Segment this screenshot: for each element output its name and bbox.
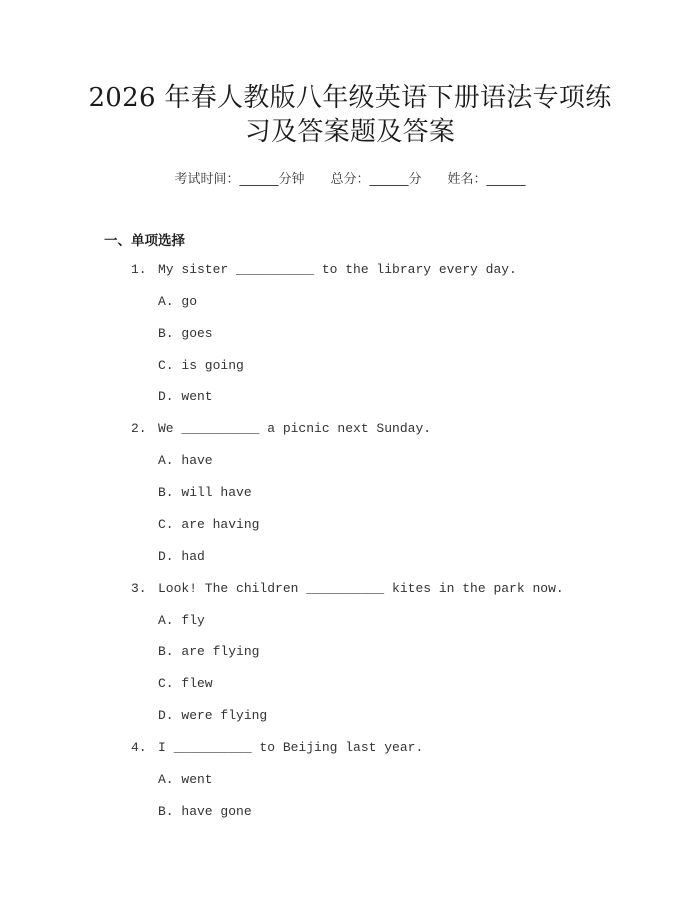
option-a: A. went [158,772,213,787]
question-number: 3. [131,581,147,596]
option-d: D. had [158,549,205,564]
exam-time-field: 考试时间：______分钟 [174,172,305,187]
option-c: C. is going [158,358,244,373]
question-number: 1. [131,262,147,277]
question-stem: I __________ to Beijing last year. [158,740,424,755]
option-d: D. went [158,389,213,404]
option-b: B. will have [158,485,252,500]
option-a: A. go [158,294,198,309]
option-b: B. have gone [158,804,252,819]
option-b: B. are flying [158,644,260,659]
exam-info-line [0,168,700,187]
option-a: A. fly [158,613,205,628]
question-stem: We __________ a picnic next Sunday. [158,421,432,436]
option-d: D. were flying [158,708,268,723]
option-b: B. goes [158,326,213,341]
total-score-field: 总分：______分 [330,172,422,187]
question-number: 4. [131,740,147,755]
section-heading: 一、单项选择 [104,233,185,249]
name-field: 姓名：______ [447,172,526,187]
option-c: C. are having [158,517,260,532]
option-c: C. flew [158,676,213,691]
question-stem: Look! The children __________ kites in the park now. [158,581,564,596]
question-stem: My sister __________ to the library every day. [158,262,517,277]
option-a: A. have [158,453,213,468]
document-title-line-1: 2026 年春人教版八年级英语下册语法专项练 [88,83,612,113]
question-number: 2. [131,421,147,436]
document-title-line-2: 习及答案题及答案 [244,117,456,147]
